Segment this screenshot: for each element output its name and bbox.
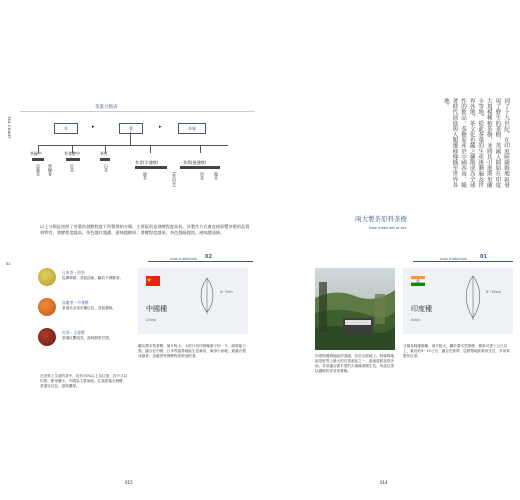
tea-plantation-photo bbox=[315, 268, 395, 350]
bar-3 bbox=[100, 158, 110, 161]
chart-title: 茶葉分類表 bbox=[95, 105, 118, 110]
intro-paragraph: 以上分類是按照了茶葉的發酵程度下所整理的分類，主要區別是發酵程度高低，其製作方式會直接影響茶葉的品質和特性，發酵程度越高，茶色越紅越濃，滋味越醇厚；發酵程度越低，茶色越綠越淡，滋味越清新。 bbox=[40, 224, 250, 235]
china-flag-icon bbox=[146, 276, 160, 286]
box-level1-a: 茶 bbox=[54, 123, 78, 134]
right-heading: 兩大製茶原料茶樹 bbox=[355, 215, 407, 223]
branch-4 bbox=[150, 145, 151, 153]
right-page bbox=[265, 6, 520, 494]
level2-b: 茶發酵中 bbox=[64, 151, 80, 156]
arrow-2: ▸ bbox=[159, 124, 162, 130]
tea-cup-oolong bbox=[38, 298, 56, 316]
chart-top-line bbox=[20, 111, 255, 112]
tea-name-1: 日本茶・煎茶 bbox=[62, 270, 85, 275]
right-section-number: 01 bbox=[480, 254, 487, 260]
bottom-left-paragraph: 在世界上生產的茶中，約有70%以上為紅茶，其中又以印度、斯里蘭卡、中國為主要產地。紅茶經過全發酵，茶湯呈紅色，滋味濃厚。 bbox=[40, 374, 128, 388]
leaf-label-7: 黑茶 bbox=[200, 172, 205, 180]
page-number-right: 014 bbox=[380, 480, 388, 485]
bar-5 bbox=[180, 166, 220, 169]
tea-desc-2: 茶湯呈金黃至橘紅色，香氣濃郁。 bbox=[62, 306, 116, 310]
india-en: India bbox=[411, 318, 420, 322]
right-section-divider bbox=[413, 261, 513, 262]
india-flag-icon bbox=[411, 276, 425, 286]
level2-c: 茶紅 bbox=[100, 151, 108, 156]
tea-cup-black bbox=[38, 328, 56, 346]
china-leaf-icon bbox=[196, 276, 218, 316]
leaf-label-6: (普洱茶) bbox=[172, 172, 177, 188]
box-level1-b: 葉 bbox=[119, 123, 143, 134]
india-leaf-size: 9~15cm bbox=[486, 290, 501, 294]
side-label: TEA CHART bbox=[7, 116, 11, 139]
bar-1 bbox=[32, 158, 44, 161]
china-leaf-size: 4~7cm bbox=[220, 290, 233, 294]
page-number-left: 015 bbox=[125, 480, 133, 485]
leaf-label-4: 白茶 bbox=[104, 164, 109, 172]
china-desc: 屬於喬木型茶樹，葉片較小，大約只有印度種葉子的一半，耐寒能力強，適合在中國、日本等溫帶地區生長栽培，葉形小而硬，最適合製成綠茶、烏龍茶等發酵程度較低的茶。 bbox=[138, 344, 246, 358]
left-page bbox=[0, 6, 255, 494]
level2-e: 茶黃(後發酵) bbox=[183, 160, 207, 165]
section-divider bbox=[148, 261, 253, 262]
india-desc: 又稱為阿薩姆種，葉片較大，屬於喬木型茶樹，樹高可達十公尺以上，葉長約9~15公分，適合在熱帶、亞熱帶地區栽培生長，多用來製作紅茶。 bbox=[403, 344, 510, 358]
leaf-label-2: 碧螺春 bbox=[48, 164, 53, 176]
china-name: 中國種 bbox=[146, 305, 167, 313]
box-level1-c: 茶綠 bbox=[178, 123, 206, 134]
bar-2 bbox=[66, 158, 80, 161]
leaf-label-1: 烏龍茶 bbox=[36, 164, 41, 176]
side-number: 02 bbox=[6, 262, 11, 266]
tea-cup-sencha bbox=[38, 268, 56, 286]
china-en: China bbox=[146, 318, 156, 322]
right-subheading: Now materials of tea bbox=[369, 226, 407, 230]
bar-4 bbox=[135, 166, 167, 169]
india-leaf-icon bbox=[461, 274, 485, 322]
right-section-label: now materials bbox=[440, 256, 467, 261]
leaf-label-5: 綠茶 bbox=[143, 172, 148, 180]
photo-caption: 印度阿薩姆地區的茶園，位於山坡地上。阿薩姆地區是世界上最大的紅茶產區之一，當地氣候炎熱多雨，非常適合喬木型的大葉種茶樹生長，所產紅茶以濃郁的麥芽香著稱。 bbox=[315, 354, 395, 373]
vertical-body-text: 到了十九世紀，在印度阿薩姆地區發現了野生的茶樹，英國人開始在印度大規模種植茶樹，並將其引進斯里蘭卡等地，從此茶葉的生產逐漸遍及世界各地，茶文化也隨之擴散成為全球性的飲品。茶樹原產於中國西南，隨著時代演進與人類遷移傳播至世界各地。 bbox=[442, 98, 509, 188]
level2-a: 茶綠中 bbox=[30, 151, 42, 156]
tea-desc-1: 色澤翠綠、香氣清新，屬於不發酵茶。 bbox=[62, 276, 124, 280]
leaf-label-8: 龍井 bbox=[214, 172, 219, 180]
level2-d: 茶青(半發酵) bbox=[135, 160, 159, 165]
trunk-line bbox=[130, 132, 131, 145]
branch-5 bbox=[200, 145, 201, 153]
arrow-1: ▸ bbox=[92, 124, 95, 130]
section-number: 02 bbox=[205, 254, 212, 260]
tea-desc-3: 茶湯紅艷明亮，滋味醇厚甘甜。 bbox=[62, 336, 113, 340]
tea-name-3: 紅茶・全發酵 bbox=[62, 330, 85, 335]
tea-name-2: 烏龍茶・中發酵 bbox=[62, 300, 89, 305]
india-name: 印度種 bbox=[411, 305, 432, 313]
section-label: now materials bbox=[170, 256, 197, 261]
leaf-label-3: 紅茶 bbox=[70, 164, 75, 172]
